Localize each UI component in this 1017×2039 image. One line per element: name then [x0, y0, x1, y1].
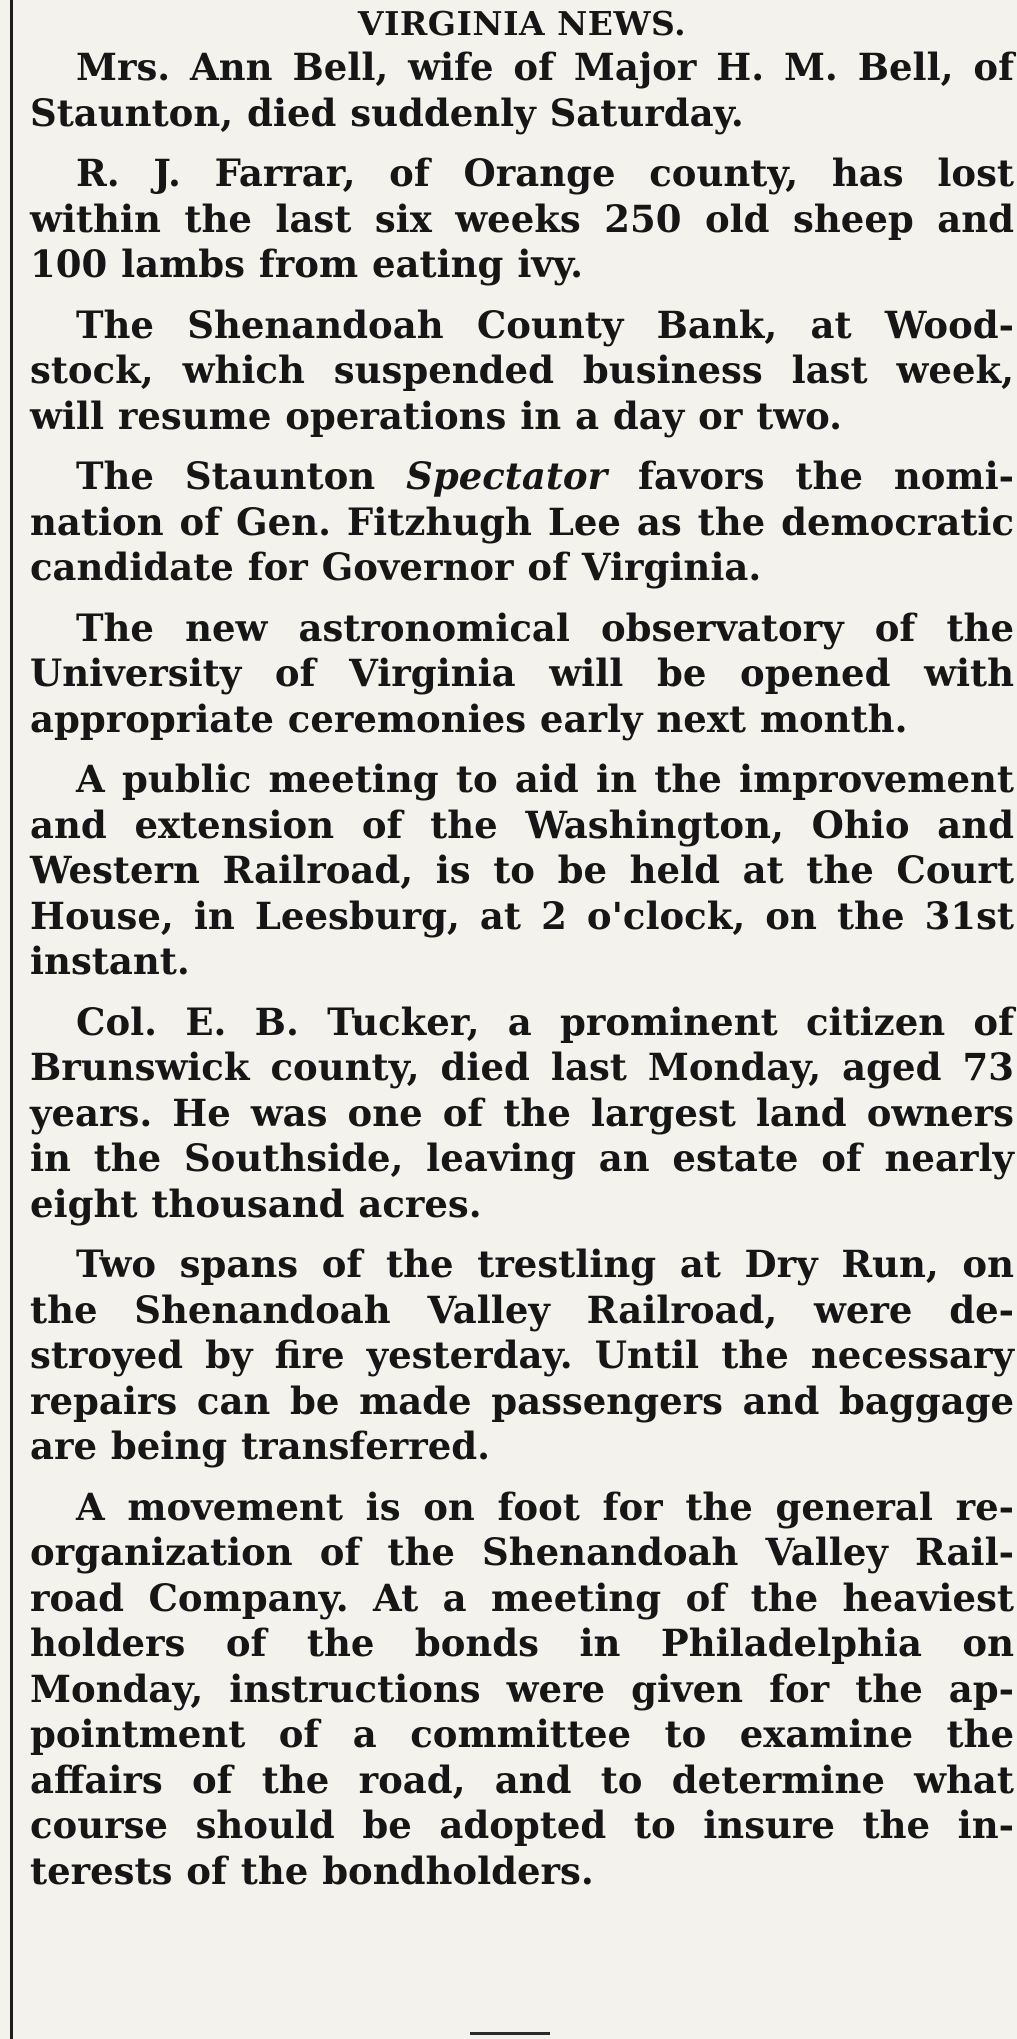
- news-item-farrar: R. J. Farrar, of Orange county, has lost within the last six weeks 250 old sheep and 100 lambs from eating ivy.: [30, 151, 1014, 286]
- news-item-spectator-after: favors the nomination of Gen. Fitzhugh Lee as the democratic candidate for Governor of Virginia.: [30, 454, 1014, 589]
- news-item-reorganization: A movement is on foot for the general reorganization of the Shenandoah Valley Railroad Company. At a meeting of the heaviest holders of the bonds in Philadelphia on Monday, instructions were given for the appointment of a committee to examine the affairs of the road, and to determine what course should be adopted to insure the interests of the bondholders.: [30, 1484, 1014, 1893]
- news-item-railroad-meeting: A public meeting to aid in the improvement and extension of the Washington, Ohio and Western Railroad, is to be held at the Court House, in Leesburg, at 2 o'clock, on the 31st instant.: [30, 757, 1014, 983]
- newspaper-title: Spectator: [406, 454, 608, 498]
- news-item-bell: Mrs. Ann Bell, wife of Major H. M. Bell, of Staunton, died suddenly Saturday.: [30, 45, 1014, 135]
- news-item-tucker: Col. E. B. Tucker, a prominent citizen of Brunswick county, died last Monday, aged 73 years. He was one of the largest land owners in the Southside, leaving an estate of nearly eight thousand acres.: [30, 999, 1014, 1226]
- bottom-rule: [470, 2032, 550, 2035]
- news-item-observatory: The new astronomical observatory of the University of Virginia will be opened with appropriate ceremonies early next month.: [30, 605, 1014, 741]
- news-column: [30, 0, 1014, 1909]
- news-item-spectator-before: The Staunton: [76, 454, 407, 498]
- news-item-dry-run-fire: Two spans of the trestling at Dry Run, on the Shenandoah Valley Railroad, were destroyed by fire yesterday. Until the necessary repairs can be made passengers and baggage are being transferred.: [30, 1242, 1014, 1468]
- headline: VIRGINIA NEWS.: [357, 4, 687, 43]
- news-item-shenandoah-bank: The Shenandoah County Bank, at Woodstock, which suspended business last week, will resume operations in a day or two.: [30, 302, 1014, 438]
- news-item-spectator: [30, 454, 1014, 591]
- column-rule: [10, 0, 13, 2039]
